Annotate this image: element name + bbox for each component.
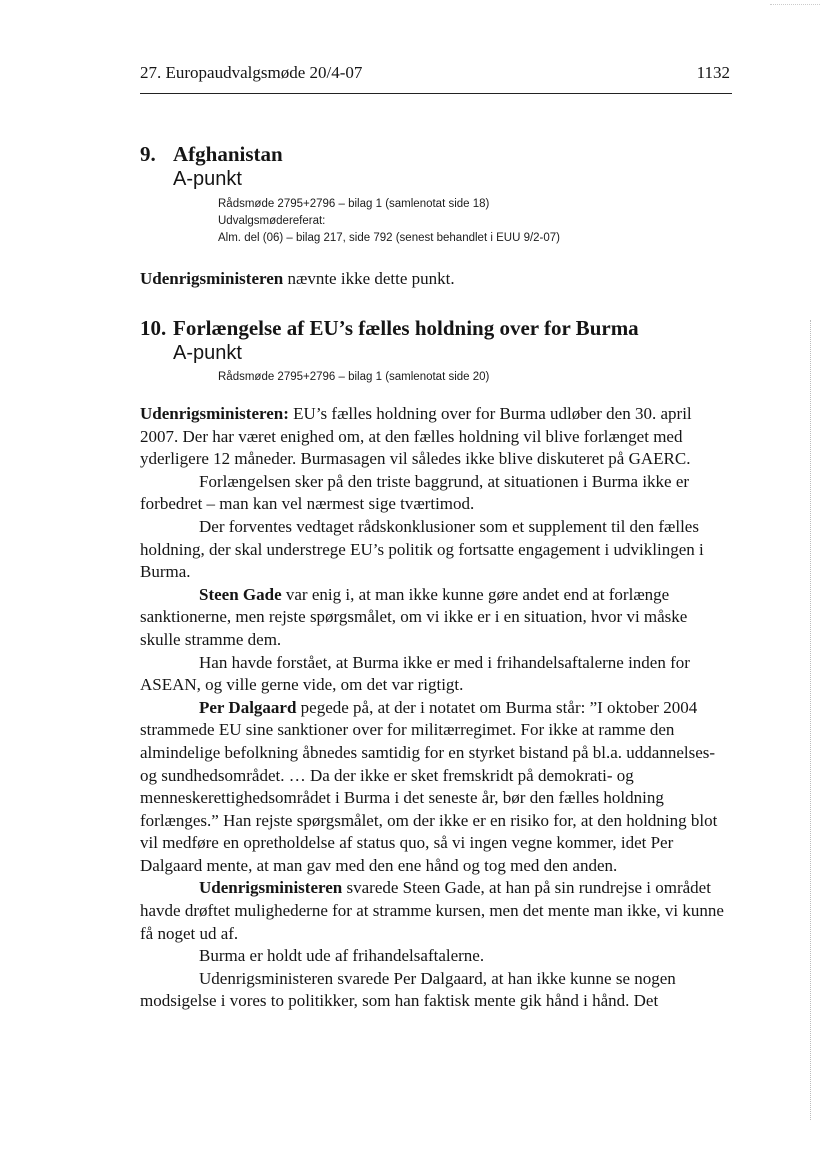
paragraph-text: Udenrigsministeren svarede Per Dalgaard, at han ikke kunne se nogen modsigelse i vores to politikker, som han faktisk mente gik hånd i hånd. Det [140,968,676,1011]
paragraph [140,584,725,652]
paragraph [140,403,725,471]
section-10-references [218,369,740,386]
paragraph-text: nævnte ikke dette punkt. [283,269,455,288]
paragraph [140,945,725,968]
speaker-name: Udenrigsministeren: [140,404,289,423]
speaker-name: Udenrigsministeren [199,878,343,898]
paragraph-text: svarede Steen Gade, at han på sin rundrejse i området havde drøftet mulighederne for at stramme kursen, men det mente man ikke, vi kunne få noget ud af. [140,878,724,943]
section-10-title: Forlængelse af EU’s fælles holdning over for Burma [173,316,639,340]
paragraph-text: Han havde forstået, at Burma ikke er med i frihandelsaftalerne inden for ASEAN, og ville gerne vide, om det var rigtigt. [140,652,690,695]
section-9-number: 9. [140,142,156,166]
section-9-heading [140,141,740,167]
section-9-body [140,268,725,291]
paragraph [140,697,725,878]
reference-line: Alm. del (06) – bilag 217, side 792 (senest behandlet i EUU 9/2-07) [218,232,561,244]
section-9-references [218,196,740,247]
section-10-heading [140,315,740,341]
reference-line: Udvalgsmødereferat: [218,215,326,227]
header-title: 27. Europaudvalgsmøde 20/4-07 [140,63,363,82]
paragraph-text: pegede på, at der i notatet om Burma står: ”I oktober 2004 strammede EU sine sanktioner over for militærregimet. For ikke at ramme den almindelige befolkning åbnedes samtidig for en styrket bistand på bl.a. uddannelses- og sundhedsområdet. … Da der ikke er sket fremskridt på demokrati- og menneskerettighedsområdet i Burma i det seneste år, bør den fælles holdning forlænges.” Han rejste spørgsmålet, om der ikke er en risiko for, at den holdning blot vil medføre en opretholdelse af status quo, så vi ingen vegne kommer, idet Per Dalgaard mente, at man gav med den ene hånd og tog med den anden. [140,697,718,875]
section-10-number: 10. [140,316,167,340]
paragraph-text: EU’s fælles holdning over for Burma udløber den 30. april 2007. Der har været enighed om, at den fælles holdning vil blive forlænget med yderligere 12 måneder. Burmasagen vil således ikke blive diskuteret på GAERC. [140,404,692,469]
paragraph-text: Der forventes vedtaget rådskonklusioner som et supplement til den fælles holdning, der skal understrege EU’s politik og fortsatte engagement i udviklingen i Burma. [140,516,704,582]
section-9-subtitle: A-punkt [173,168,242,190]
section-9 [140,141,740,247]
paragraph [140,516,725,584]
scan-corner-artifact [770,4,820,6]
paragraph-text: Burma er holdt ude af frihandelsaftalerne. [199,946,485,966]
section-10-body [140,403,725,1013]
speaker-name: Udenrigsministeren [140,269,284,288]
section-9-title: Afghanistan [173,142,283,166]
paragraph [140,652,725,697]
reference-line: Rådsmøde 2795+2796 – bilag 1 (samlenotat side 18) [218,198,490,210]
scan-margin-artifact [810,320,812,1120]
reference-line: Rådsmøde 2795+2796 – bilag 1 (samlenotat side 20) [218,371,490,383]
section-10-subtitle: A-punkt [173,342,242,364]
page-number: 1132 [696,63,730,82]
header-rule [140,93,732,94]
section-10 [140,315,740,386]
paragraph-text: Forlængelsen sker på den triste baggrund, at situationen i Burma ikke er forbedret – man kan vel nærmest sige tværtimod. [140,471,690,514]
paragraph [140,877,725,945]
paragraph [140,471,725,516]
paragraph-text: var enig i, at man ikke kunne gøre andet end at forlænge sanktionerne, men rejste spørgsmålet, om vi ikke er i en situation, hvor vi måske skulle stramme dem. [140,584,688,649]
paragraph [140,968,725,1013]
speaker-name: Steen Gade [199,584,282,604]
speaker-name: Per Dalgaard [199,697,297,717]
